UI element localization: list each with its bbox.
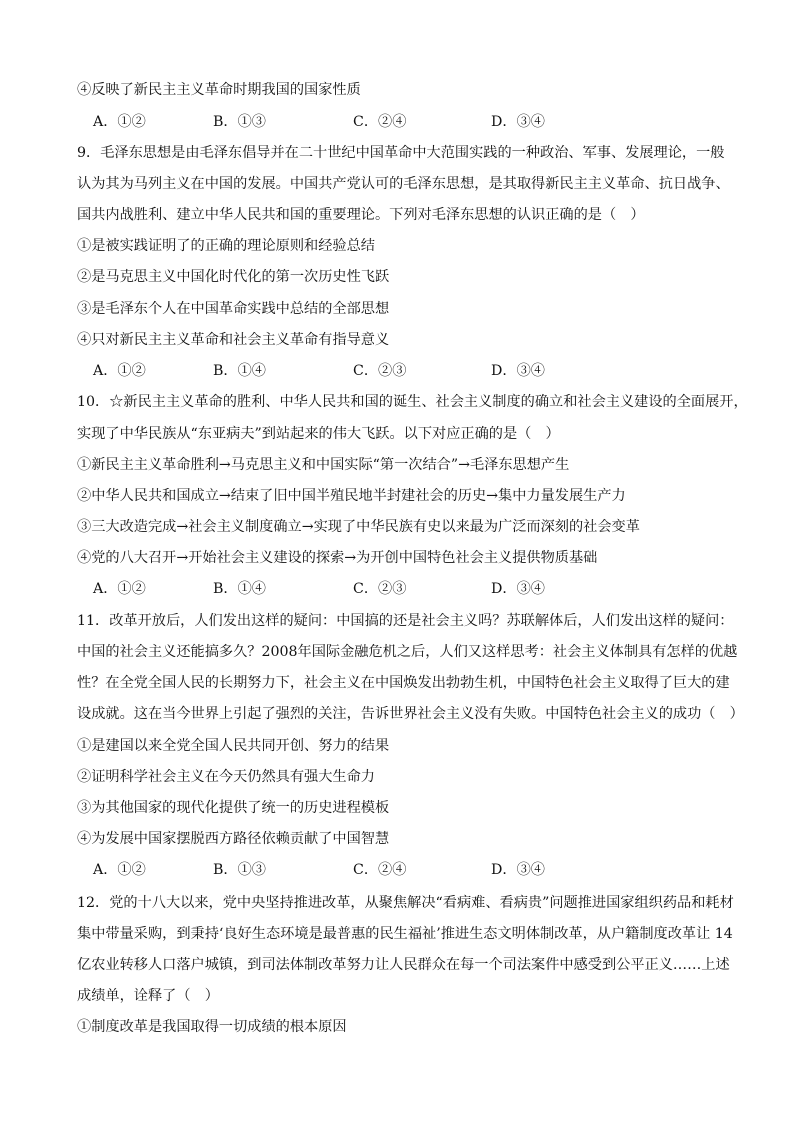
- q8-option-c[interactable]: C．②④: [353, 114, 407, 130]
- q10-options: [93, 580, 693, 598]
- q12-stem-line-1: 12．党的十八大以来，党中央坚持推进改革，从聚焦解决“看病难、看病贵”问题推进国家组织药品和耗材: [77, 895, 734, 911]
- q8-option-a[interactable]: A．①②: [93, 114, 146, 130]
- q10-item-1: ①新民主主义革命胜利→马克思主义和中国实际“第一次结合”→毛泽东思想产生: [77, 457, 570, 473]
- q9-stem-line-3: 国共内战胜利、建立中华人民共和国的重要理论。下列对毛泽东思想的认识正确的是（ ）: [77, 207, 645, 223]
- q10-item-3: ③三大改造完成→社会主义制度确立→实现了中华民族有史以来最为广泛而深刻的社会变革: [77, 519, 640, 535]
- q11-stem-line-1: 11．改革开放后，人们发出这样的疑问：中国搞的还是社会主义吗？苏联解体后，人们发出这样的疑问：: [77, 613, 734, 629]
- q11-item-3: ③为其他国家的现代化提供了统一的历史进程模板: [77, 800, 390, 816]
- q10-stem-line-2: 实现了中华民族从“东亚病夫”到站起来的伟大飞跃。以下对应正确的是（ ）: [77, 426, 560, 442]
- q9-item-4: ④只对新民主主义革命和社会主义革命有指导意义: [77, 332, 390, 348]
- q11-item-2: ②证明科学社会主义在今天仍然具有强大生命力: [77, 769, 375, 785]
- q8-option-b[interactable]: B．①③: [213, 114, 266, 130]
- q10-option-d[interactable]: D．③④: [491, 581, 545, 597]
- q8-options: [93, 113, 693, 131]
- q9-option-b[interactable]: B．①④: [213, 363, 266, 379]
- q8-option-d[interactable]: D．③④: [491, 114, 545, 130]
- q12-item-1: ①制度改革是我国取得一切成绩的根本原因: [77, 1019, 347, 1035]
- q12-stem-line-4: 成绩单，诠释了（ ）: [77, 988, 219, 1004]
- q10-option-b[interactable]: B．①④: [213, 581, 266, 597]
- q8-item-4: ④反映了新民主主义革命时期我国的国家性质: [77, 82, 361, 98]
- q11-option-d[interactable]: D．③④: [491, 862, 545, 878]
- q10-item-4: ④党的八大召开→开始社会主义建设的探索→为开创中国特色社会主义提供物质基础: [77, 550, 598, 566]
- q11-stem-line-2: 中国的社会主义还能搞多久？2008年国际金融危机之后，人们又这样思考：社会主义体制具有怎样的优越: [77, 644, 738, 660]
- q11-item-4: ④为发展中国家摆脱西方路径依赖贡献了中国智慧: [77, 831, 390, 847]
- q10-stem-line-1: 10．☆新民主主义革命的胜利、中华人民共和国的诞生、社会主义制度的确立和社会主义建设的全面展开，: [77, 394, 748, 410]
- q11-option-b[interactable]: B．①③: [213, 862, 266, 878]
- q11-options: [93, 861, 693, 879]
- q9-stem-line-2: 认为其为马列主义在中国的发展。中国共产党认可的毛泽东思想，是其取得新民主主义革命、抗日战争、: [77, 176, 730, 192]
- q9-option-a[interactable]: A．①②: [93, 363, 146, 379]
- q9-options: [93, 362, 693, 380]
- q9-stem-line-1: 9．毛泽东思想是由毛泽东倡导并在二十世纪中国革命中大范围实践的一种政治、军事、发展理论，一般: [77, 145, 725, 161]
- q11-item-1: ①是建国以来全党全国人民共同开创、努力的结果: [77, 738, 390, 754]
- q10-item-2: ②中华人民共和国成立→结束了旧中国半殖民地半封建社会的历史→集中力量发展生产力: [77, 488, 626, 504]
- q9-option-c[interactable]: C．②③: [353, 363, 407, 379]
- q10-option-c[interactable]: C．②③: [353, 581, 407, 597]
- q9-item-2: ②是马克思主义中国化时代化的第一次历史性飞跃: [77, 269, 390, 285]
- q9-item-1: ①是被实践证明了的正确的理论原则和经验总结: [77, 238, 375, 254]
- q11-option-a[interactable]: A．①②: [93, 862, 146, 878]
- q11-stem-line-3: 性？在全党全国人民的长期努力下，社会主义在中国焕发出勃勃生机，中国特色社会主义取得了巨大的建: [77, 675, 730, 691]
- q11-option-c[interactable]: C．②④: [353, 862, 407, 878]
- q9-option-d[interactable]: D．③④: [491, 363, 545, 379]
- q9-item-3: ③是毛泽东个人在中国革命实践中总结的全部思想: [77, 301, 390, 317]
- q10-option-a[interactable]: A．①②: [93, 581, 146, 597]
- q11-stem-line-4: 设成就。这在当今世界上引起了强烈的关注，告诉世界社会主义没有失败。中国特色社会主义的成功（ ）: [77, 706, 744, 722]
- q12-stem-line-2: 集中带量采购，到秉持‘良好生态环境是最普惠的民生福祉’推进生态文明体制改革，从户籍制度改革让 14: [77, 926, 733, 942]
- q12-stem-line-3: 亿农业转移人口落户城镇，到司法体制改革努力让人民群众在每一个司法案件中感受到公平正义……上述: [77, 957, 730, 973]
